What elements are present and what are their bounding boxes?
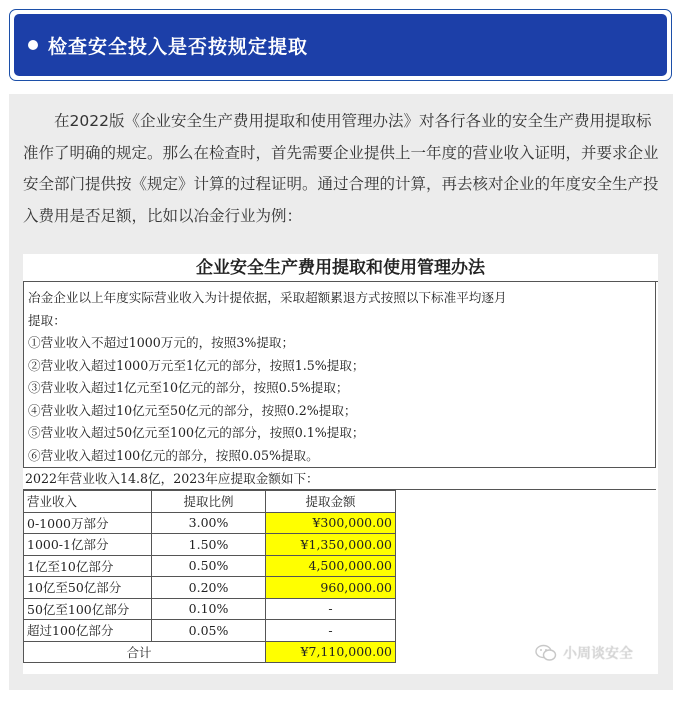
header-revenue: 营业收入 xyxy=(24,491,152,513)
total-spacer xyxy=(152,641,266,663)
cell-revenue: 10亿至50亿部分 xyxy=(24,577,152,599)
table-row xyxy=(24,598,396,620)
total-label xyxy=(24,641,152,663)
cell-revenue: 超过100亿部分 xyxy=(24,620,152,642)
watermark-text: 小周谈安全 xyxy=(563,646,633,662)
table-header-row xyxy=(24,491,396,513)
table-row xyxy=(24,534,396,556)
watermark xyxy=(535,643,633,663)
calc-note: 2022年营业收入14.8亿，2023年应提取金额如下： xyxy=(23,468,656,490)
total-amount: ¥7,110,000.00 xyxy=(266,641,396,663)
cell-rate: 0.20% xyxy=(152,577,266,599)
cell-amount: 4,500,000.00 xyxy=(266,555,396,577)
table-row xyxy=(24,620,396,642)
cell-revenue: 0-1000万部分 xyxy=(24,512,152,534)
cell-rate: 0.05% xyxy=(152,620,266,642)
calc-table xyxy=(23,490,396,663)
cell-rate: 0.50% xyxy=(152,555,266,577)
section-title: 检查安全投入是否按规定提取 xyxy=(48,35,309,58)
table-row xyxy=(24,512,396,534)
content-panel xyxy=(9,94,673,690)
intro-paragraph: 在2022版《企业安全生产费用提取和使用管理办法》对各行各业的安全生产费用提取标准作了明确的规定。那么在检查时，首先需要企业提供上一年度的营业收入证明，并要求企业安全部门提供按《规定》计算的过程证明。通过合理的计算，再去核对企业的年度安全生产投入费用是否足额，比如以冶金行业为例： xyxy=(23,112,659,225)
table-row xyxy=(24,555,396,577)
bullet-icon xyxy=(28,40,38,50)
sheet-title: 企业安全生产费用提取和使用管理办法 xyxy=(23,254,658,282)
sheet-description xyxy=(23,282,656,468)
total-label-text: 合计 xyxy=(126,644,152,660)
cell-revenue: 1000-1亿部分 xyxy=(24,534,152,556)
description-line: ②营业收入超过1000万元至1亿元的部分，按照1.5%提取； xyxy=(28,357,365,373)
cell-amount: - xyxy=(266,620,396,642)
cell-rate: 0.10% xyxy=(152,598,266,620)
spreadsheet-image xyxy=(23,254,658,674)
table-total-row xyxy=(24,641,396,663)
description-line: 冶金企业以上年度实际营业收入为计提依据，采取超额累退方式按照以下标准平均逐月 xyxy=(28,290,507,305)
table-row xyxy=(24,577,396,599)
header-rate: 提取比例 xyxy=(152,491,266,513)
section-header-bar xyxy=(14,14,667,76)
header-amount: 提取金额 xyxy=(266,491,396,513)
description-line: ③营业收入超过1亿元至10亿元的部分，按照0.5%提取； xyxy=(28,380,349,395)
cell-amount: - xyxy=(266,598,396,620)
cell-amount: ¥300,000.00 xyxy=(266,512,396,534)
cell-revenue: 1亿至10亿部分 xyxy=(24,555,152,577)
cell-rate: 1.50% xyxy=(152,534,266,556)
cell-amount: 960,000.00 xyxy=(266,577,396,599)
description-line: ④营业收入超过10亿元至50亿元的部分，按照0.2%提取； xyxy=(28,402,357,418)
description-line: 提取： xyxy=(28,312,66,328)
description-line: ⑤营业收入超过50亿元至100亿元的部分，按照0.1%提取； xyxy=(28,425,365,440)
cell-amount: ¥1,350,000.00 xyxy=(266,534,396,556)
cell-rate: 3.00% xyxy=(152,512,266,534)
description-line: ⑥营业收入超过100亿元的部分，按照0.05%提取。 xyxy=(28,447,319,463)
description-line: ①营业收入不超过1000万元的，按照3%提取； xyxy=(28,335,295,350)
cell-revenue: 50亿至100亿部分 xyxy=(24,598,152,620)
section-header xyxy=(9,9,672,81)
wechat-icon xyxy=(535,644,557,662)
